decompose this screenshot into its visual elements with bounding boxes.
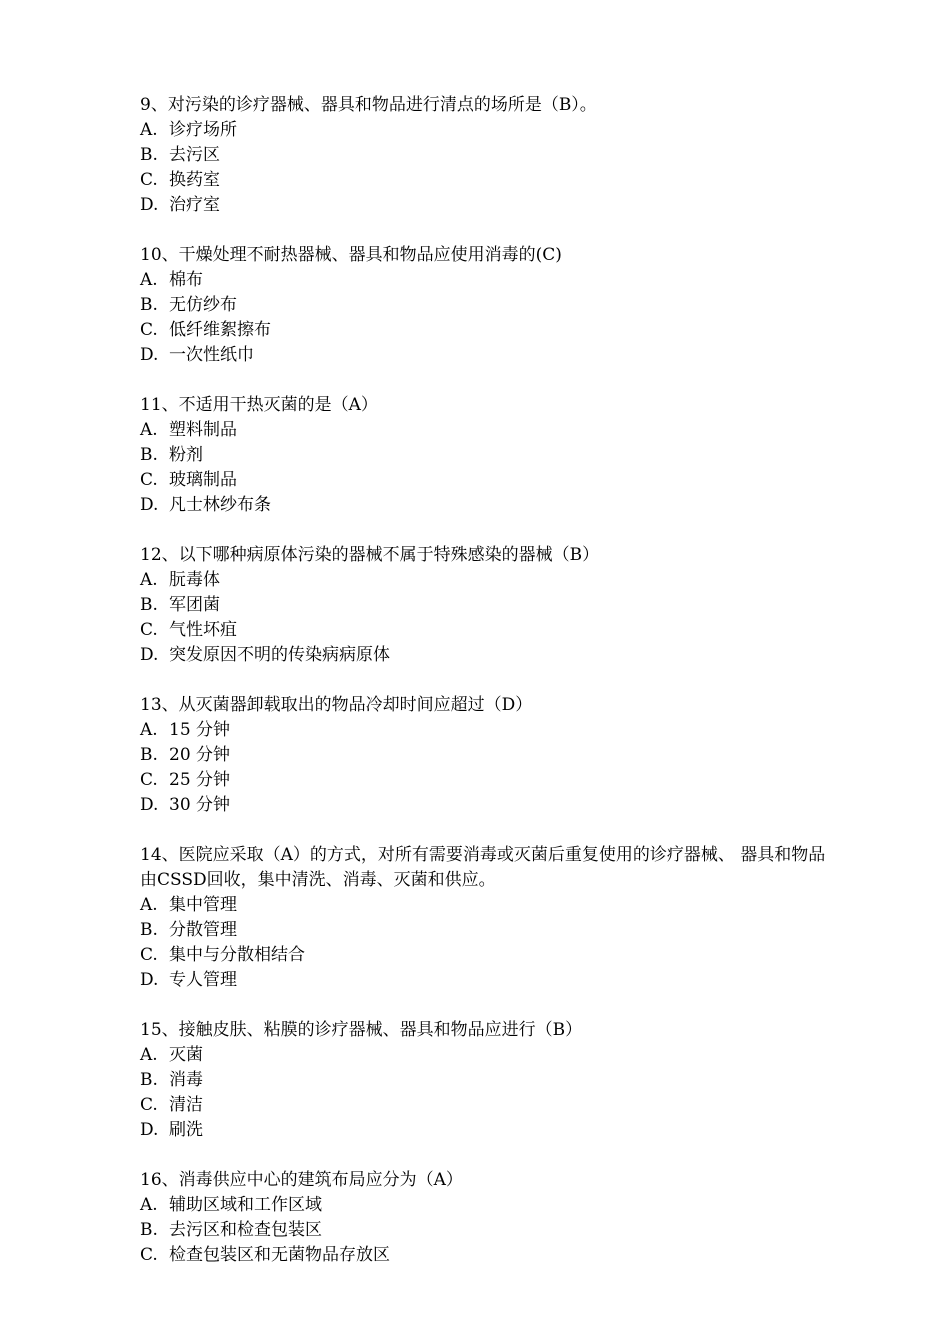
option-d: [140, 193, 840, 218]
option-letter: C.: [140, 320, 158, 340]
option-letter: D.: [140, 795, 159, 815]
option-text: 无仿纱布: [169, 295, 237, 315]
option-text: 消毒: [169, 1070, 203, 1090]
option-a: [140, 118, 840, 143]
option-text: 去污区: [169, 145, 220, 165]
option-letter: A.: [140, 570, 158, 590]
question-text: 15、接触皮肤、粘膜的诊疗器械、器具和物品应进行（B）: [140, 1020, 583, 1040]
option-b: [140, 1218, 840, 1243]
option-letter: D.: [140, 495, 159, 515]
option-letter: B.: [140, 295, 158, 315]
question-9: [140, 93, 840, 218]
option-letter: A.: [140, 720, 158, 740]
question-text: 12、以下哪种病原体污染的器械不属于特殊感染的器械（B）: [140, 545, 600, 565]
option-letter: A.: [140, 120, 158, 140]
option-b: [140, 293, 840, 318]
question-12: [140, 543, 840, 668]
option-text: 朊毒体: [169, 570, 220, 590]
option-text: 30 分钟: [169, 795, 231, 815]
question-text: 11、不适用干热灭菌的是（A）: [140, 395, 378, 415]
option-letter: C.: [140, 1245, 158, 1265]
option-a: [140, 418, 840, 443]
option-c: [140, 468, 840, 493]
option-letter: B.: [140, 920, 158, 940]
option-text: 集中管理: [169, 895, 237, 915]
option-text: 辅助区域和工作区域: [169, 1195, 322, 1215]
option-a: [140, 568, 840, 593]
option-c: [140, 168, 840, 193]
question-text: 14、医院应采取（A）的方式，对所有需要消毒或灭菌后重复使用的诊疗器械、 器具和物品由CSSD回收，集中清洗、消毒、灭菌和供应。: [140, 845, 826, 890]
option-letter: B.: [140, 1220, 158, 1240]
option-text: 棉布: [169, 270, 203, 290]
option-text: 气性坏疽: [169, 620, 237, 640]
option-letter: C.: [140, 1095, 158, 1115]
option-letter: C.: [140, 945, 158, 965]
option-d: [140, 968, 840, 993]
option-text: 灭菌: [169, 1045, 203, 1065]
option-text: 低纤维絮擦布: [169, 320, 271, 340]
option-text: 去污区和检查包装区: [169, 1220, 322, 1240]
option-letter: A.: [140, 420, 158, 440]
option-text: 粉剂: [169, 445, 203, 465]
option-text: 治疗室: [169, 195, 220, 215]
option-c: [140, 318, 840, 343]
option-text: 军团菌: [169, 595, 220, 615]
option-letter: D.: [140, 645, 159, 665]
document-body: [140, 93, 840, 1293]
option-letter: B.: [140, 745, 158, 765]
option-letter: A.: [140, 1195, 158, 1215]
option-b: [140, 918, 840, 943]
option-letter: B.: [140, 145, 158, 165]
option-d: [140, 793, 840, 818]
option-c: [140, 943, 840, 968]
option-text: 检查包装区和无菌物品存放区: [169, 1245, 390, 1265]
option-text: 玻璃制品: [169, 470, 237, 490]
option-letter: D.: [140, 970, 159, 990]
question-13: [140, 693, 840, 818]
option-letter: C.: [140, 470, 158, 490]
option-letter: B.: [140, 595, 158, 615]
question-14: [140, 843, 840, 993]
option-letter: C.: [140, 770, 158, 790]
option-letter: A.: [140, 895, 158, 915]
question-text: 9、对污染的诊疗器械、器具和物品进行清点的场所是（B）。: [140, 95, 597, 115]
option-c: [140, 1243, 840, 1268]
option-text: 清洁: [169, 1095, 203, 1115]
option-b: [140, 1068, 840, 1093]
option-c: [140, 768, 840, 793]
option-letter: A.: [140, 270, 158, 290]
question-10: [140, 243, 840, 368]
question-15: [140, 1018, 840, 1143]
option-text: 20 分钟: [169, 745, 231, 765]
option-text: 15 分钟: [169, 720, 231, 740]
option-b: [140, 593, 840, 618]
option-b: [140, 743, 840, 768]
option-d: [140, 493, 840, 518]
option-letter: A.: [140, 1045, 158, 1065]
option-letter: C.: [140, 620, 158, 640]
option-letter: B.: [140, 445, 158, 465]
question-16: [140, 1168, 840, 1268]
option-a: [140, 718, 840, 743]
option-c: [140, 1093, 840, 1118]
option-text: 分散管理: [169, 920, 237, 940]
option-text: 诊疗场所: [169, 120, 237, 140]
option-text: 集中与分散相结合: [169, 945, 305, 965]
option-d: [140, 1118, 840, 1143]
option-a: [140, 268, 840, 293]
option-text: 塑料制品: [169, 420, 237, 440]
question-text: 10、干燥处理不耐热器械、器具和物品应使用消毒的(C): [140, 245, 562, 265]
option-letter: B.: [140, 1070, 158, 1090]
option-a: [140, 1043, 840, 1068]
option-text: 换药室: [169, 170, 220, 190]
option-text: 专人管理: [169, 970, 237, 990]
option-b: [140, 443, 840, 468]
option-letter: C.: [140, 170, 158, 190]
option-text: 刷洗: [169, 1120, 203, 1140]
option-a: [140, 1193, 840, 1218]
option-text: 突发原因不明的传染病病原体: [169, 645, 390, 665]
option-letter: D.: [140, 195, 159, 215]
option-d: [140, 343, 840, 368]
option-a: [140, 893, 840, 918]
option-text: 凡士林纱布条: [169, 495, 271, 515]
question-text: 16、消毒供应中心的建筑布局应分为（A）: [140, 1170, 463, 1190]
option-c: [140, 618, 840, 643]
option-letter: D.: [140, 1120, 159, 1140]
option-b: [140, 143, 840, 168]
option-letter: D.: [140, 345, 159, 365]
option-d: [140, 643, 840, 668]
question-11: [140, 393, 840, 518]
question-text: 13、从灭菌器卸载取出的物品冷却时间应超过（D）: [140, 695, 533, 715]
option-text: 25 分钟: [169, 770, 231, 790]
option-text: 一次性纸巾: [169, 345, 254, 365]
